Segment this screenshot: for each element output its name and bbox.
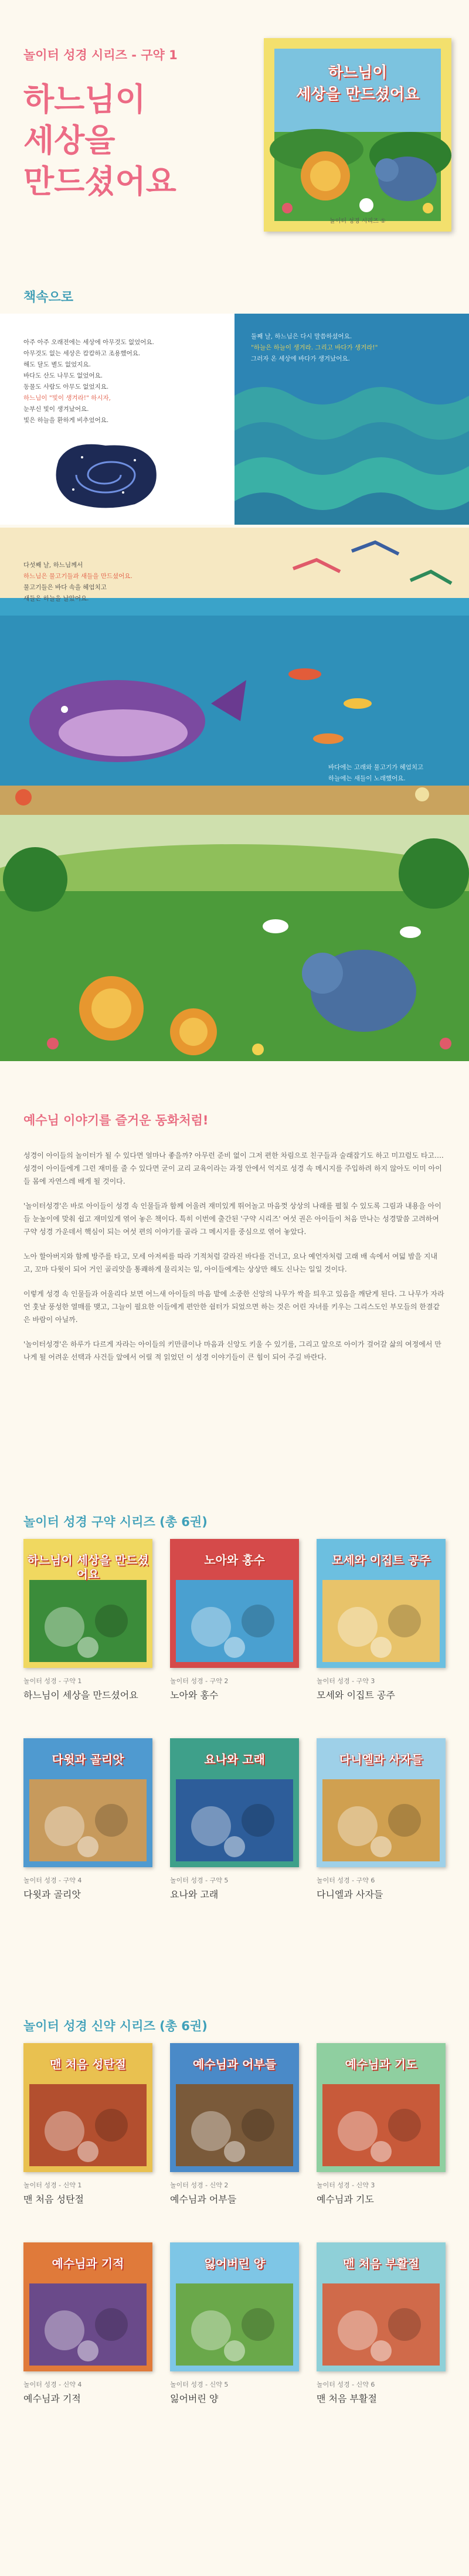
book-cover-title: 노아와 홍수 <box>204 1553 265 1567</box>
book-cover-title: 예수님과 기도 <box>345 2057 417 2071</box>
text-line-highlight: 하느님은 물고기들과 새들을 만드셨어요. <box>23 573 132 580</box>
book-card[interactable] <box>23 1738 152 1901</box>
intro-title: 예수님 이야기를 즐거운 동화처럼! <box>23 1113 209 1127</box>
book-cover[interactable] <box>170 2242 299 2371</box>
hero-title-line: 하느님이 <box>23 81 146 118</box>
book-cover[interactable] <box>23 2043 152 2172</box>
text-line: 다섯째 날, 하느님께서 <box>23 562 83 569</box>
book-card[interactable] <box>23 2043 152 2205</box>
book-title[interactable]: 맨 처음 부활절 <box>317 2393 377 2404</box>
book-cover[interactable] <box>317 1539 446 1668</box>
text-line: 바다에는 고래와 물고기가 헤엄치고 <box>328 764 424 771</box>
text-line: 동물도 사람도 아무도 없었지요. <box>23 383 109 390</box>
text-line: 바다도 산도 나무도 없었어요. <box>23 372 103 379</box>
book-card[interactable] <box>170 1539 299 1701</box>
book-cover-title: 예수님과 기적 <box>52 2256 124 2271</box>
intro-paragraph: 노아 할아버지와 함께 방주를 타고, 모세 아저씨를 따라 기적처럼 갈라진 바다를 건너고, 요나 예언자처럼 고래 배 속에서 여덟 밤을 지내고, 꼬마 다윗이 되어 거인 골리앗을 통쾌하게 물리치는 일, 아이들에게는 상상만 해도 신나는 일일 것이다. <box>23 1252 438 1273</box>
book-cover-title: 맨 처음 부활절 <box>343 2256 419 2271</box>
book-title[interactable]: 모세와 이집트 공주 <box>317 1690 395 1701</box>
book-cover[interactable] <box>23 2242 152 2371</box>
text-line: 아주 아주 오래전에는 세상에 아무것도 없었어요. <box>23 339 154 346</box>
book-card[interactable] <box>170 2043 299 2205</box>
text-line: 눈부신 빛이 생겨났어요. <box>23 406 89 413</box>
cover-title-line: 세상을 만드셨어요 <box>296 86 419 103</box>
book-series-number: 놀이터 성경 - 구약 3 <box>317 1677 375 1685</box>
text-line-highlight: 하느님이 "빛이 생겨라!" 하시자, <box>23 395 111 402</box>
cover-title <box>264 60 451 104</box>
text-line: 그러자 온 세상에 바다가 생겨났어요. <box>251 355 350 362</box>
spread1-right-text <box>251 331 456 365</box>
spread1-left-page <box>0 314 235 525</box>
book-cover-title: 예수님과 어부들 <box>192 2057 277 2071</box>
book-series-number: 놀이터 성경 - 신약 3 <box>317 2181 375 2189</box>
text-line: 물고기들은 바다 속을 헤엄치고 <box>23 584 107 591</box>
book-title[interactable]: 다니엘과 사자들 <box>317 1889 383 1900</box>
book-card[interactable] <box>170 2242 299 2405</box>
text-line: 아무것도 없는 세상은 캄캄하고 조용했어요. <box>23 350 141 357</box>
book-cover-title: 잃어버린 양 <box>204 2256 265 2271</box>
spread1-left-text <box>23 337 211 426</box>
book-series-number: 놀이터 성경 - 구약 5 <box>170 1877 229 1884</box>
text-line: 둘째 날, 하느님은 다시 말씀하셨어요. <box>251 333 352 340</box>
nt-series-grid <box>23 2043 446 2448</box>
text-line: 하늘에는 새들이 노래했어요. <box>328 775 406 782</box>
book-cover[interactable] <box>170 1738 299 1867</box>
book-cover[interactable] <box>170 1539 299 1668</box>
book-title[interactable]: 요나와 고래 <box>170 1889 219 1900</box>
preview-spread-3 <box>0 815 469 1061</box>
hero-book-cover <box>264 38 451 232</box>
book-series-number: 놀이터 성경 - 신약 2 <box>170 2181 229 2189</box>
book-series-number: 놀이터 성경 - 신약 5 <box>170 2381 229 2388</box>
book-series-number: 놀이터 성경 - 구약 1 <box>23 1677 82 1685</box>
book-series-number: 놀이터 성경 - 구약 6 <box>317 1877 375 1884</box>
book-series-number: 놀이터 성경 - 신약 4 <box>23 2381 82 2388</box>
book-title[interactable]: 예수님과 기적 <box>23 2393 81 2404</box>
intro-paragraph: '놀이터성경'은 하루가 다르게 자라는 아이들의 키만큼이나 마음과 신앙도 키울 수 있기를, 그리고 앞으로 아이가 걸어갈 삶의 여정에서 만나게 될 어려운 선택과 사건들 앞에서 어릴 적 읽었던 이 성경 이야기들이 큰 힘이 되어 주길 바란다. <box>23 1340 441 1361</box>
book-card[interactable] <box>317 1738 446 1901</box>
book-cover-title: 맨 처음 성탄절 <box>50 2057 126 2071</box>
book-card[interactable] <box>317 1539 446 1701</box>
book-card[interactable] <box>170 1738 299 1901</box>
intro-body <box>23 1149 446 1375</box>
book-title[interactable]: 다윗과 골리앗 <box>23 1889 81 1900</box>
preview-heading: 책속으로 <box>23 290 74 305</box>
spread1-right-page <box>235 314 469 525</box>
book-cover-title: 다윗과 골리앗 <box>52 1752 124 1766</box>
preview-spread-2 <box>0 528 469 815</box>
intro-paragraph: 성경이 아이들의 놀이터가 될 수 있다면 얼마나 좋을까? 아무런 준비 없이 그저 편한 차림으로 친구들과 술래잡기도 하고 미끄럼도 타고…. 성경이 아이들에게 그런 재미를 줄 수 있다면 굳이 교리 교육이라는 과정 안에서 억지로 성경 속 메시지를 주입하려 하지 않아도 이미 아이들 몸에 자연스레 배게 될 것이다. <box>23 1151 444 1185</box>
book-title[interactable]: 잃어버린 양 <box>170 2393 219 2404</box>
book-card[interactable] <box>317 2043 446 2205</box>
hero-title-line: 만드셨어요 <box>23 163 176 200</box>
galaxy-illustration <box>47 437 164 513</box>
book-card[interactable] <box>317 2242 446 2405</box>
cover-title-line: 하느님이 <box>328 64 388 81</box>
book-title[interactable]: 맨 처음 성탄절 <box>23 2194 84 2205</box>
book-title[interactable]: 하느님이 세상을 만드셨어요 <box>23 1690 138 1701</box>
book-cover-title: 다니엘과 사자들 <box>339 1752 423 1766</box>
book-card[interactable] <box>23 2242 152 2405</box>
book-cover[interactable] <box>317 1738 446 1867</box>
book-cover-title: 하느님이 세상을 만드셨어요 <box>27 1553 149 1581</box>
ot-series-title: 놀이터 성경 구약 시리즈 (총 6권) <box>23 1515 208 1529</box>
intro-paragraph: 이렇게 성경 속 인물들과 어울리다 보면 어느새 아이들의 마음 밭에 소중한 신앙의 나무가 싹을 틔우고 있음을 깨닫게 된다. 그 나무가 자라 언 훗날 풍성한 열매를 맺고, 그늘이 필요한 이들에게 편안한 쉼터가 되었으면 하는 것은 어린 자녀를 키우는 그리스도인 부모들의 한결같은 바람이 아닐까. <box>23 1290 444 1324</box>
ot-series-grid <box>23 1539 446 1943</box>
intro-paragraph: '놀이터성경'은 바로 아이들이 성경 속 인물들과 함께 어울려 재미있게 뛰어놀고 마음껏 상상의 나래를 펼칠 수 있도록 그림과 내용을 아이들 눈높이에 맞춰 쉽고 재미있게 엮어 놓은 책이다. 특히 이번에 출간된 '구약 시리즈' 여섯 권은 아이들이 처음 만나는 성경말씀 고려하여 구약 성경 가운데서 핵심이 되는 여섯 편의 이야기를 골라 그 메시지를 중심으로 엮어 놓았다. <box>23 1202 441 1236</box>
text-line: 빛은 하늘을 환하게 비추었어요. <box>23 417 109 424</box>
book-cover[interactable] <box>170 2043 299 2172</box>
book-cover[interactable] <box>23 1738 152 1867</box>
book-series-number: 놀이터 성경 - 구약 4 <box>23 1877 82 1884</box>
book-title[interactable]: 노아와 홍수 <box>170 1690 219 1701</box>
spread2-bottom-text <box>328 762 457 784</box>
book-series-number: 놀이터 성경 - 신약 6 <box>317 2381 375 2388</box>
book-series-number: 놀이터 성경 - 구약 2 <box>170 1677 229 1685</box>
hero-title-line: 세상을 <box>23 122 115 159</box>
nt-series-title: 놀이터 성경 신약 시리즈 (총 6권) <box>23 2019 208 2033</box>
text-line-highlight: "하늘은 하늘이 생겨라. 그리고 바다가 생겨라!" <box>251 344 378 351</box>
book-cover-title: 모세와 이집트 공주 <box>331 1553 431 1567</box>
text-line: 새들은 하늘을 날았어요. <box>23 595 89 602</box>
cover-series-text: 놀이터 성경 시리즈 ① <box>329 218 386 225</box>
book-title[interactable]: 예수님과 기도 <box>317 2194 374 2205</box>
preview-spread-1 <box>0 314 469 525</box>
hero-section <box>0 0 469 246</box>
book-cover-title: 요나와 고래 <box>204 1752 265 1766</box>
spread2-text <box>23 560 176 604</box>
text-line: 해도 달도 별도 없었지요. <box>23 361 91 368</box>
book-card[interactable] <box>23 1539 152 1701</box>
book-cover[interactable] <box>317 2043 446 2172</box>
series-label: 놀이터 성경 시리즈 - 구약 1 <box>23 48 178 62</box>
animals-illustration <box>0 815 469 1061</box>
hero-title <box>23 79 235 202</box>
book-cover[interactable] <box>23 1539 152 1668</box>
book-cover[interactable] <box>317 2242 446 2371</box>
book-series-number: 놀이터 성경 - 신약 1 <box>23 2181 82 2189</box>
book-title[interactable]: 예수님과 어부들 <box>170 2194 237 2205</box>
